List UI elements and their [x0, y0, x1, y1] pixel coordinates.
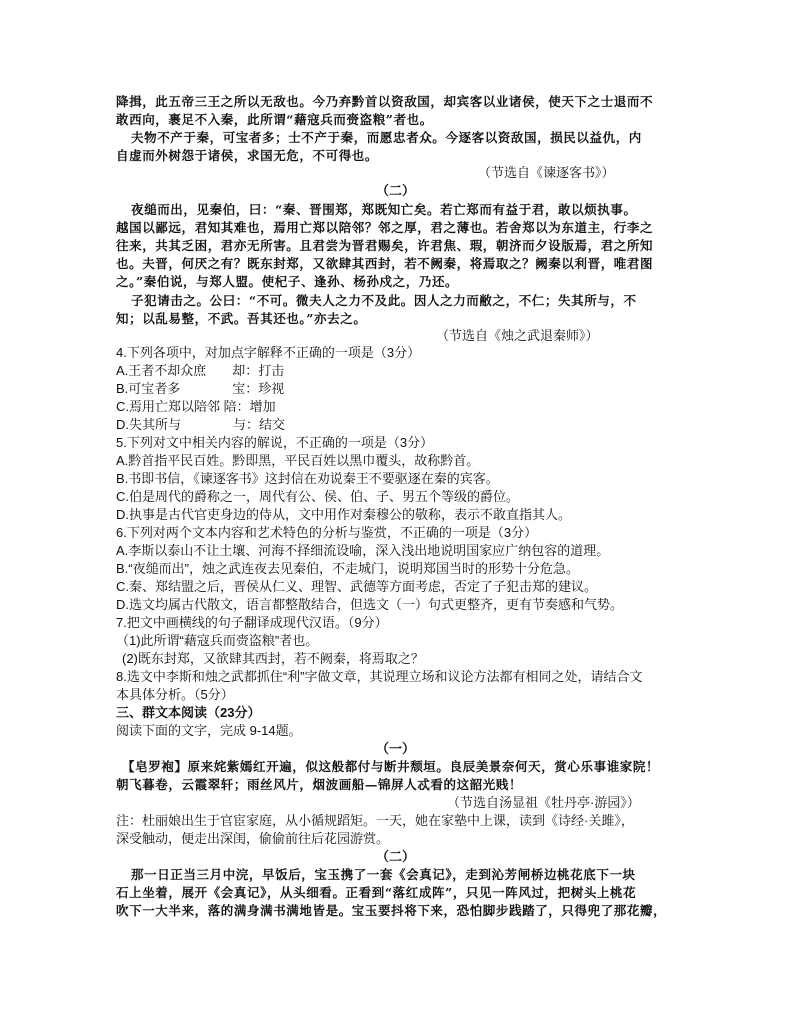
passage2-source: （节选自《烛之武退秦师》） [436, 328, 599, 343]
question-6-option-a: A.李斯以泰山不让土壤、河海不择细流设喻，深入浅出地说明国家应广纳包容的道理。 [116, 543, 610, 558]
question-6-stem: 6.下列对两个文本内容和艺术特色的分析与鉴赏，不正确的一项是（3分） [116, 525, 538, 540]
question-4-stem: 4.下列各项中，对加点字解释不正确的一项是（3分） [116, 345, 421, 360]
passage1-source: （节选自《谏逐客书》） [478, 165, 615, 180]
question-5-option-d: D.执事是古代官吏身边的侍从，文中用作对秦穆公的敬称，表示不敢直指其人。 [116, 507, 572, 522]
passage1-line-4: 自虚而外树怨于诸侯，求国无危，不可得也。 [116, 148, 379, 163]
passage2-line-7: 知；以乱易整，不武。吾其还也。”亦去之。 [116, 311, 367, 326]
passage2-line-6: 子犯请击之。公曰：“不可。微夫人之力不及此。因人之力而敝之，不仁；失其所与，不 [131, 293, 637, 308]
question-5-option-b: B.书即书信，《谏逐客书》这封信在劝说秦王不要驱逐在秦的宾客。 [116, 471, 499, 486]
text2-line-2: 石上坐着，展开《会真记》，从头细看。正看到“落红成阵”，只见一阵风过，把树头上桃花 [116, 885, 637, 900]
question-7-stem: 7.把文中画横线的句子翻译成现代汉语。（9分） [116, 615, 388, 630]
question-5-option-c: C.伯是周代的爵称之一，周代有公、侯、伯、子、男五个等级的爵位。 [116, 489, 520, 504]
passage1-line-1: 降揖，此五帝三王之所以无敌也。今乃弃黔首以资敌国，却宾客以业诸侯，使天下之士退而不 [116, 94, 654, 109]
text1-line-2: 朝飞暮卷，云霞翠轩；雨丝风片，烟波画船—锦屏人忒看的这韶光贱！ [116, 777, 523, 792]
question-4-option-c: C.焉用亡郑以陪邻 陪：增加 [116, 399, 276, 414]
question-7-item-1: （1)此所谓“藉寇兵而赍盗粮”者也。 [116, 633, 319, 648]
question-6-option-b: B.“夜缒而出”，烛之武连夜去见秦伯，不走城门，说明郑国当时的形势十分危急。 [116, 561, 579, 576]
section3-intro: 阅读下面的文字，完成 9-14题。 [116, 723, 302, 738]
note-line-2: 深受触动，便走出深闺，偷偷前往后花园游赏。 [116, 831, 390, 846]
passage2-heading: （二） [376, 183, 416, 198]
question-4-option-b: B.可宝者多 宝：珍视 [116, 381, 285, 396]
passage1-line-3: 夫物不产于秦，可宝者多；士不产于秦，而愿忠者众。今逐客以资敌国，损民以益仇，内 [131, 130, 642, 145]
question-5-stem: 5.下列对文中相关内容的解说，不正确的一项是（3分） [116, 435, 434, 450]
question-6-option-c: C.秦、郑结盟之后，晋侯从仁义、理智、武德等方面考虑，否定了子犯击郑的建议。 [116, 579, 598, 594]
passage2-line-3: 往来，共其乏困，君亦无所害。且君尝为晋君赐矣，许君焦、瑕，朝济而夕设版焉，君之所知 [116, 238, 654, 253]
passage2-line-5: 之。”秦伯说，与郑人盟。使杞子、逢孙、杨孙戍之，乃还。 [116, 274, 459, 289]
passage2-line-4: 也。夫晋，何厌之有？既东封郑，又欲肆其西封，若不阙秦，将焉取之？阙秦以利晋，唯君图 [116, 256, 654, 271]
note-line-1: 注：杜丽娘出生于官宦家庭，从小循规蹈矩。一天，她在家塾中上课，读到《诗经·关雎》， [116, 813, 634, 828]
question-4-option-d: D.失其所与 与：结交 [116, 417, 286, 432]
text1-source: （节选自汤显祖《牡丹亭·游园》） [447, 795, 640, 810]
question-7-item-2: (2)既东封郑，又欲肆其西封，若不阙秦，将焉取之？ [122, 651, 424, 666]
section3-heading-2: （二） [376, 849, 416, 864]
question-6-option-d: D.选文均属古代散文，语言都整散结合，但选文（一）句式更整齐，更有节奏感和气势。 [116, 597, 624, 612]
text2-line-3: 吹下一大半来，落的满身满书满地皆是。宝玉要抖将下来，恐怕脚步践踏了，只得兜了那花瓣， [116, 903, 667, 918]
question-4-option-a: A.王者不却众庶 却：打击 [116, 363, 285, 378]
text1-line-1: 【皂罗袍】原来姹紫嫣红开遍，似这般都付与断井颓垣。良辰美景奈何天，赏心乐事谁家院！ [122, 759, 660, 774]
section3-title: 三、群文本阅读（23分） [116, 705, 261, 720]
section3-heading-1: （一） [376, 741, 416, 756]
question-8-stem: 8.选文中李斯和烛之武都抓住“利”字做文章，其说理立场和议论方法都有相同之处，请结合文 [116, 669, 643, 684]
text2-line-1: 那一日正当三月中浣，早饭后，宝玉携了一套《会真记》，走到沁芳闸桥边桃花底下一块 [131, 867, 636, 882]
question-5-option-a: A.黔首指平民百姓。黔即黑，平民百姓以黑巾覆头，故称黔首。 [116, 453, 480, 468]
passage1-line-2-text: 敢西向，裹足不入秦，此所谓“藉寇兵而赍盗粮”者也。 [116, 112, 433, 127]
passage1-line-2 [116, 111, 433, 129]
question-8-stem-cont: 本具体分析。（5分） [116, 687, 234, 702]
passage2-line-2: 越国以鄙远，君知其难也，焉用亡郑以陪邻？邻之厚，君之薄也。若舍郑以为东道主，行李之 [116, 220, 654, 235]
passage2-line-1: 夜缒而出，见秦伯，曰：“秦、晋围郑，郑既知亡矣。若亡郑而有益于君，敢以烦执事。 [131, 202, 637, 217]
